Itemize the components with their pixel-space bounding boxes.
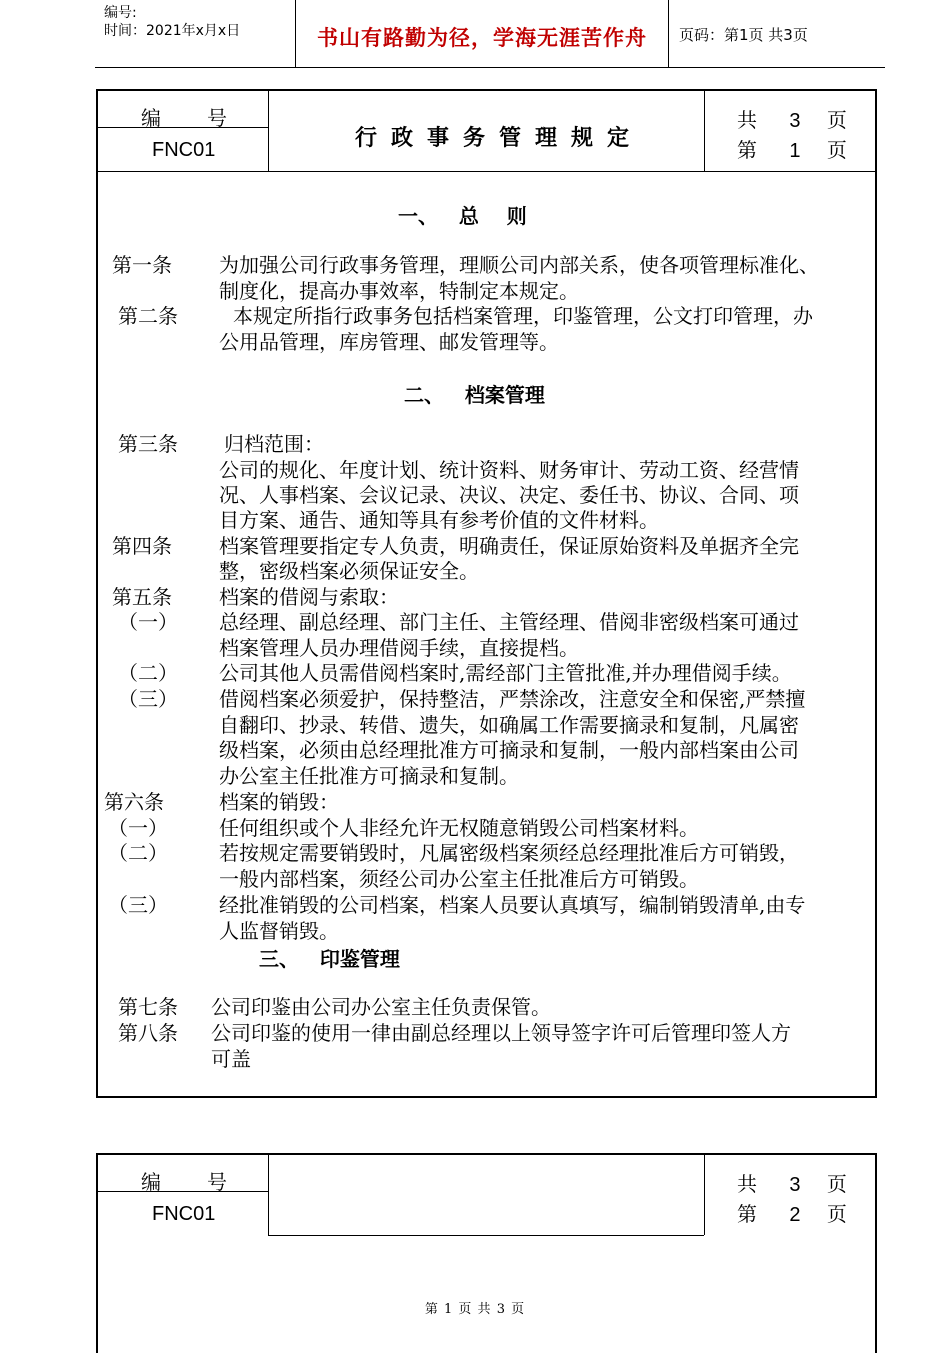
- article-text: 若按规定需要销毁时，凡属密级档案须经总经理批准后方可销毁，: [219, 841, 799, 865]
- article-label: 第三条: [118, 432, 178, 456]
- article-text: 本规定所指行政事务包括档案管理，印鉴管理，公文打印管理，办: [233, 304, 813, 328]
- header-rule: [95, 67, 885, 68]
- article-text: 制度化，提高办事效率，特制定本规定。: [219, 279, 579, 303]
- article-text: 目方案、通告、通知等具有参考价值的文件材料。: [219, 508, 659, 532]
- article-label: 第六条: [104, 790, 164, 814]
- current-page: 2: [789, 1204, 801, 1226]
- article-text: 况、人事档案、会议记录、决议、决定、委任书、协议、合同、项: [219, 483, 799, 507]
- article-text: 级档案，必须由总经理批准方可摘录和复制，一般内部档案由公司: [219, 738, 799, 762]
- time-label: 时间：2021年x月x日: [104, 23, 241, 39]
- article-text: 任何组织或个人非经允许无权随意销毁公司档案材料。: [219, 816, 699, 840]
- page-unit: 页: [826, 108, 847, 132]
- article-text: 档案管理人员办理借阅手续，直接提档。: [219, 636, 579, 660]
- section-heading: 三、 印鉴管理: [259, 947, 400, 971]
- article-text: 档案管理要指定专人负责，明确责任，保证原始资料及单据齐全完: [219, 534, 799, 558]
- article-text: 总经理、副总经理、部门主任、主管经理、借阅非密级档案可通过: [219, 610, 799, 634]
- current-label: 第: [737, 138, 757, 162]
- doc-code: FNC01: [152, 1203, 216, 1225]
- article-text: 档案的借阅与索取：: [219, 585, 399, 609]
- item-label: （三）: [118, 687, 178, 711]
- header-divider: [668, 0, 669, 68]
- total-pages: 3: [789, 110, 801, 132]
- doc-code: FNC01: [152, 139, 216, 161]
- header-row-rule: [98, 171, 875, 172]
- form-box: [96, 89, 877, 1098]
- article-text: 公司其他人员需借阅档案时,需经部门主管批准,并办理借阅手续。: [219, 661, 792, 685]
- article-text: 借阅档案必须爱护，保持整洁，严禁涂改，注意安全和保密,严禁擅: [219, 687, 806, 711]
- article-text: 可盖: [211, 1047, 251, 1071]
- item-label: （一）: [108, 816, 168, 840]
- page-unit: 页: [826, 1202, 847, 1226]
- article-label: 第七条: [118, 995, 178, 1019]
- article-text: 为加强公司行政事务管理，理顺公司内部关系，使各项管理标准化、: [219, 253, 819, 277]
- cell-divider: [268, 1235, 704, 1236]
- article-text: 人监督销毁。: [219, 919, 339, 943]
- total-pages-row: [737, 104, 847, 133]
- total-pages: 3: [789, 1174, 801, 1196]
- cell-divider: [704, 1153, 705, 1235]
- item-label: （二）: [118, 661, 178, 685]
- current-page-row: [737, 1198, 847, 1227]
- page-unit: 页: [826, 1172, 847, 1196]
- article-text: 自翻印、抄录、转借、遗失，如确属工作需要摘录和复制，凡属密: [219, 713, 799, 737]
- current-label: 第: [737, 1202, 757, 1226]
- article-text: 一般内部档案，须经公司办公室主任批准后方可销毁。: [219, 867, 699, 891]
- number-title: 编号: [141, 1170, 273, 1194]
- article-text: 公司印鉴的使用一律由副总经理以上领导签字许可后管理印签人方: [211, 1021, 791, 1045]
- article-label: 第一条: [112, 253, 172, 277]
- page-footer: 第 1 页 共 3 页: [424, 1302, 526, 1317]
- section-heading: 二、 档案管理: [404, 383, 545, 407]
- item-label: （二）: [108, 841, 168, 865]
- header-motto: 书山有路勤为径，学海无涯苦作舟: [317, 25, 647, 50]
- total-label: 共: [737, 1172, 757, 1196]
- article-text: 归档范围：: [224, 432, 324, 456]
- current-page: 1: [789, 140, 801, 162]
- doc-title: 行政事务管理规定: [355, 125, 644, 151]
- header-page-info: 页码：第1页 共3页: [679, 26, 808, 44]
- total-pages-row: [737, 1168, 847, 1197]
- number-label: 编号:: [104, 5, 137, 21]
- page-unit: 页: [826, 138, 847, 162]
- article-text: 经批准销毁的公司档案，档案人员要认真填写，编制销毁清单,由专: [219, 893, 806, 917]
- current-page-row: [737, 134, 847, 163]
- article-text: 档案的销毁：: [219, 790, 339, 814]
- article-text: 公用品管理，库房管理、邮发管理等。: [219, 330, 559, 354]
- total-label: 共: [737, 108, 757, 132]
- article-text: 公司的规化、年度计划、统计资料、财务审计、劳动工资、经营情: [219, 458, 799, 482]
- article-label: 第五条: [112, 585, 172, 609]
- article-text: 整，密级档案必须保证安全。: [219, 559, 479, 583]
- section-heading: 一、 总 则: [398, 204, 527, 228]
- article-label: 第八条: [118, 1021, 178, 1045]
- article-text: 公司印鉴由公司办公室主任负责保管。: [211, 995, 551, 1019]
- cell-divider: [704, 89, 705, 171]
- article-text: 办公室主任批准方可摘录和复制。: [219, 764, 519, 788]
- number-title: 编号: [141, 106, 273, 130]
- running-header-left: [104, 4, 240, 40]
- item-label: （三）: [108, 893, 168, 917]
- article-label: 第二条: [118, 304, 178, 328]
- article-label: 第四条: [112, 534, 172, 558]
- item-label: （一）: [118, 610, 178, 634]
